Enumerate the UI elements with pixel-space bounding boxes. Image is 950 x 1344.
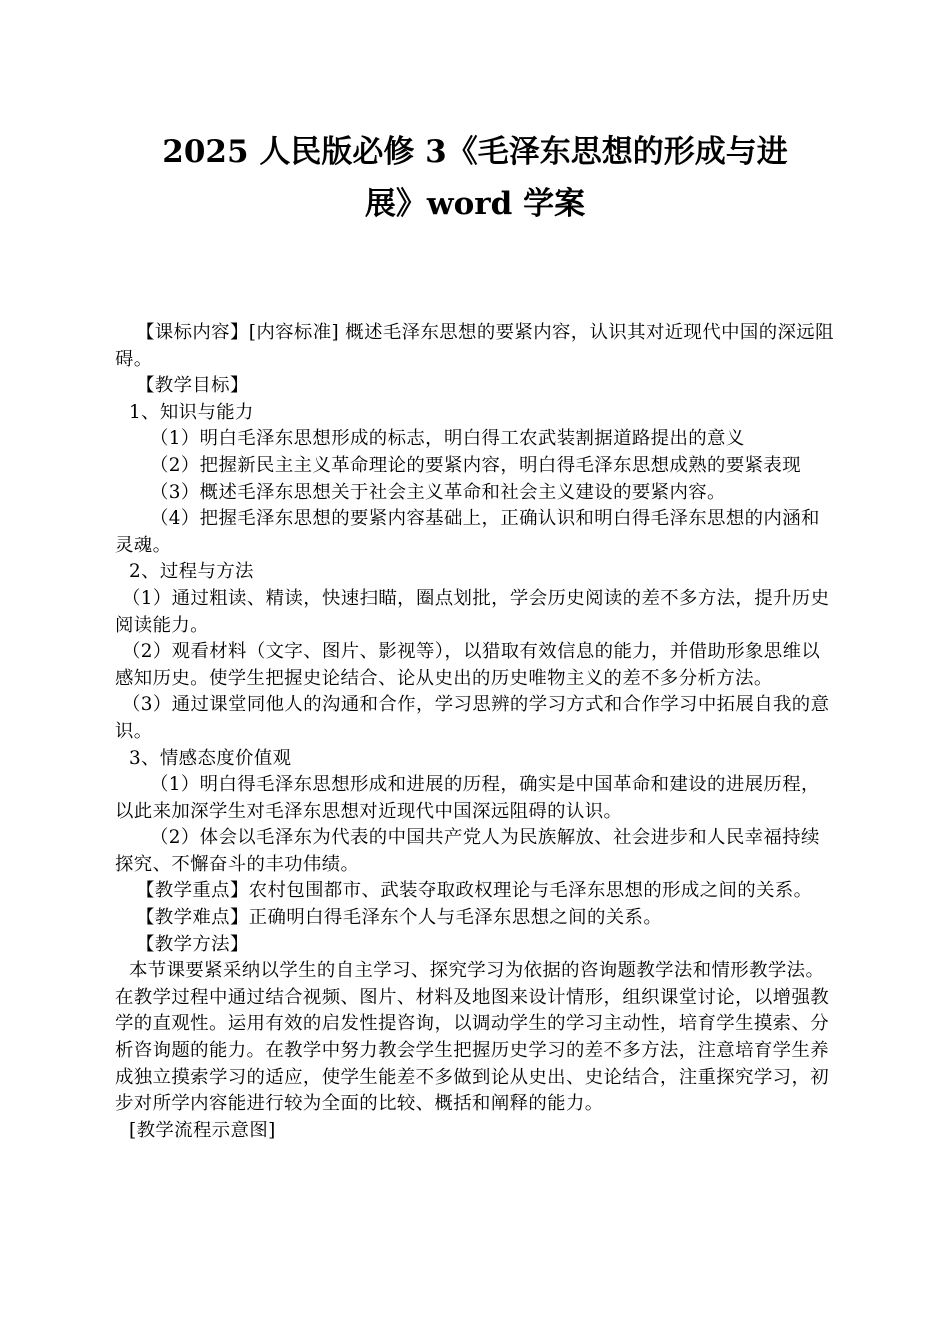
heading-teaching-flowchart: [教学流程示意图] (129, 1119, 276, 1141)
paragraph-teaching-method: 本节课要紧采纳以学生的自主学习、探究学习为依据的咨询题教学法和情形教学法。在教学过程中通过结合视频、图片、材料及地图来设计情形，组织课堂讨论，以增强教学的直观性。运用有效的启发性提咨询，以调动学生的学习主动性，培育学生摸索、分析咨询题的能力。在教学中努力教会学生把握历史学习的差不多方法，注意培育学生养成独立摸索学习的适应，使学生能差不多做到论从史出、史论结合，注重探究学习，初步对所学内容能进行较为全面的比较、概括和阐释的能力。 (115, 960, 830, 1115)
heading-teaching-method: 【教学方法】 (136, 933, 249, 955)
list-item: （2）观看材料（文字、图片、影视等），以猎取有效信息的能力，并借助形象思维以感知历史。使学生把握史论结合、论从史出的历史唯物主义的差不多分析方法。 (115, 641, 821, 689)
paragraph-curriculum-content: 【课标内容】[内容标准] 概述毛泽东思想的要紧内容，认识其对近现代中国的深远阻碍。 (115, 322, 834, 370)
list-item: （2）把握新民主主义革命理论的要紧内容，明白得毛泽东思想成熟的要紧表现 (150, 454, 801, 476)
heading-teaching-objectives: 【教学目标】 (136, 375, 249, 397)
heading-knowledge-ability: 1、知识与能力 (129, 401, 254, 423)
document-title (100, 126, 850, 230)
heading-emotion-values: 3、情感态度价值观 (129, 747, 292, 769)
document-body (115, 320, 837, 1144)
title-line-1: 2025 人民版必修 3《毛泽东思想的形成与进 (162, 134, 788, 170)
paragraph-teaching-difficulty: 【教学难点】正确明白得毛泽东个人与毛泽东思想之间的关系。 (136, 907, 663, 929)
heading-process-method: 2、过程与方法 (129, 561, 254, 583)
list-item: （1）通过粗读、精读，快速扫瞄，圈点划批，学会历史阅读的差不多方法，提升历史阅读能力。 (115, 587, 830, 636)
list-item: （1）明白毛泽东思想形成的标志，明白得工农武装割据道路提出的意义 (150, 428, 745, 450)
paragraph-teaching-focus: 【教学重点】农村包围都市、武装夺取政权理论与毛泽东思想的形成之间的关系。 (136, 880, 813, 902)
list-item: （1）明白得毛泽东思想形成和进展的历程，确实是中国革命和建设的进展历程，以此来加深学生对毛泽东思想对近现代中国深远阻碍的认识。 (115, 774, 820, 822)
title-line-2: 展》word 学案 (364, 186, 586, 222)
list-item: （3）概述毛泽东思想关于社会主义革命和社会主义建设的要紧内容。 (150, 481, 726, 503)
list-item: （2）体会以毛泽东为代表的中国共产党人为民族解放、社会进步和人民幸福持续探究、不懈奋斗的丰功伟绩。 (115, 827, 820, 875)
list-item: （3）通过课堂同他人的沟通和合作，学习思辨的学习方式和合作学习中拓展自我的意识。 (115, 694, 830, 742)
list-item: （4）把握毛泽东思想的要紧内容基础上，正确认识和明白得毛泽东思想的内涵和灵魂。 (115, 508, 820, 556)
